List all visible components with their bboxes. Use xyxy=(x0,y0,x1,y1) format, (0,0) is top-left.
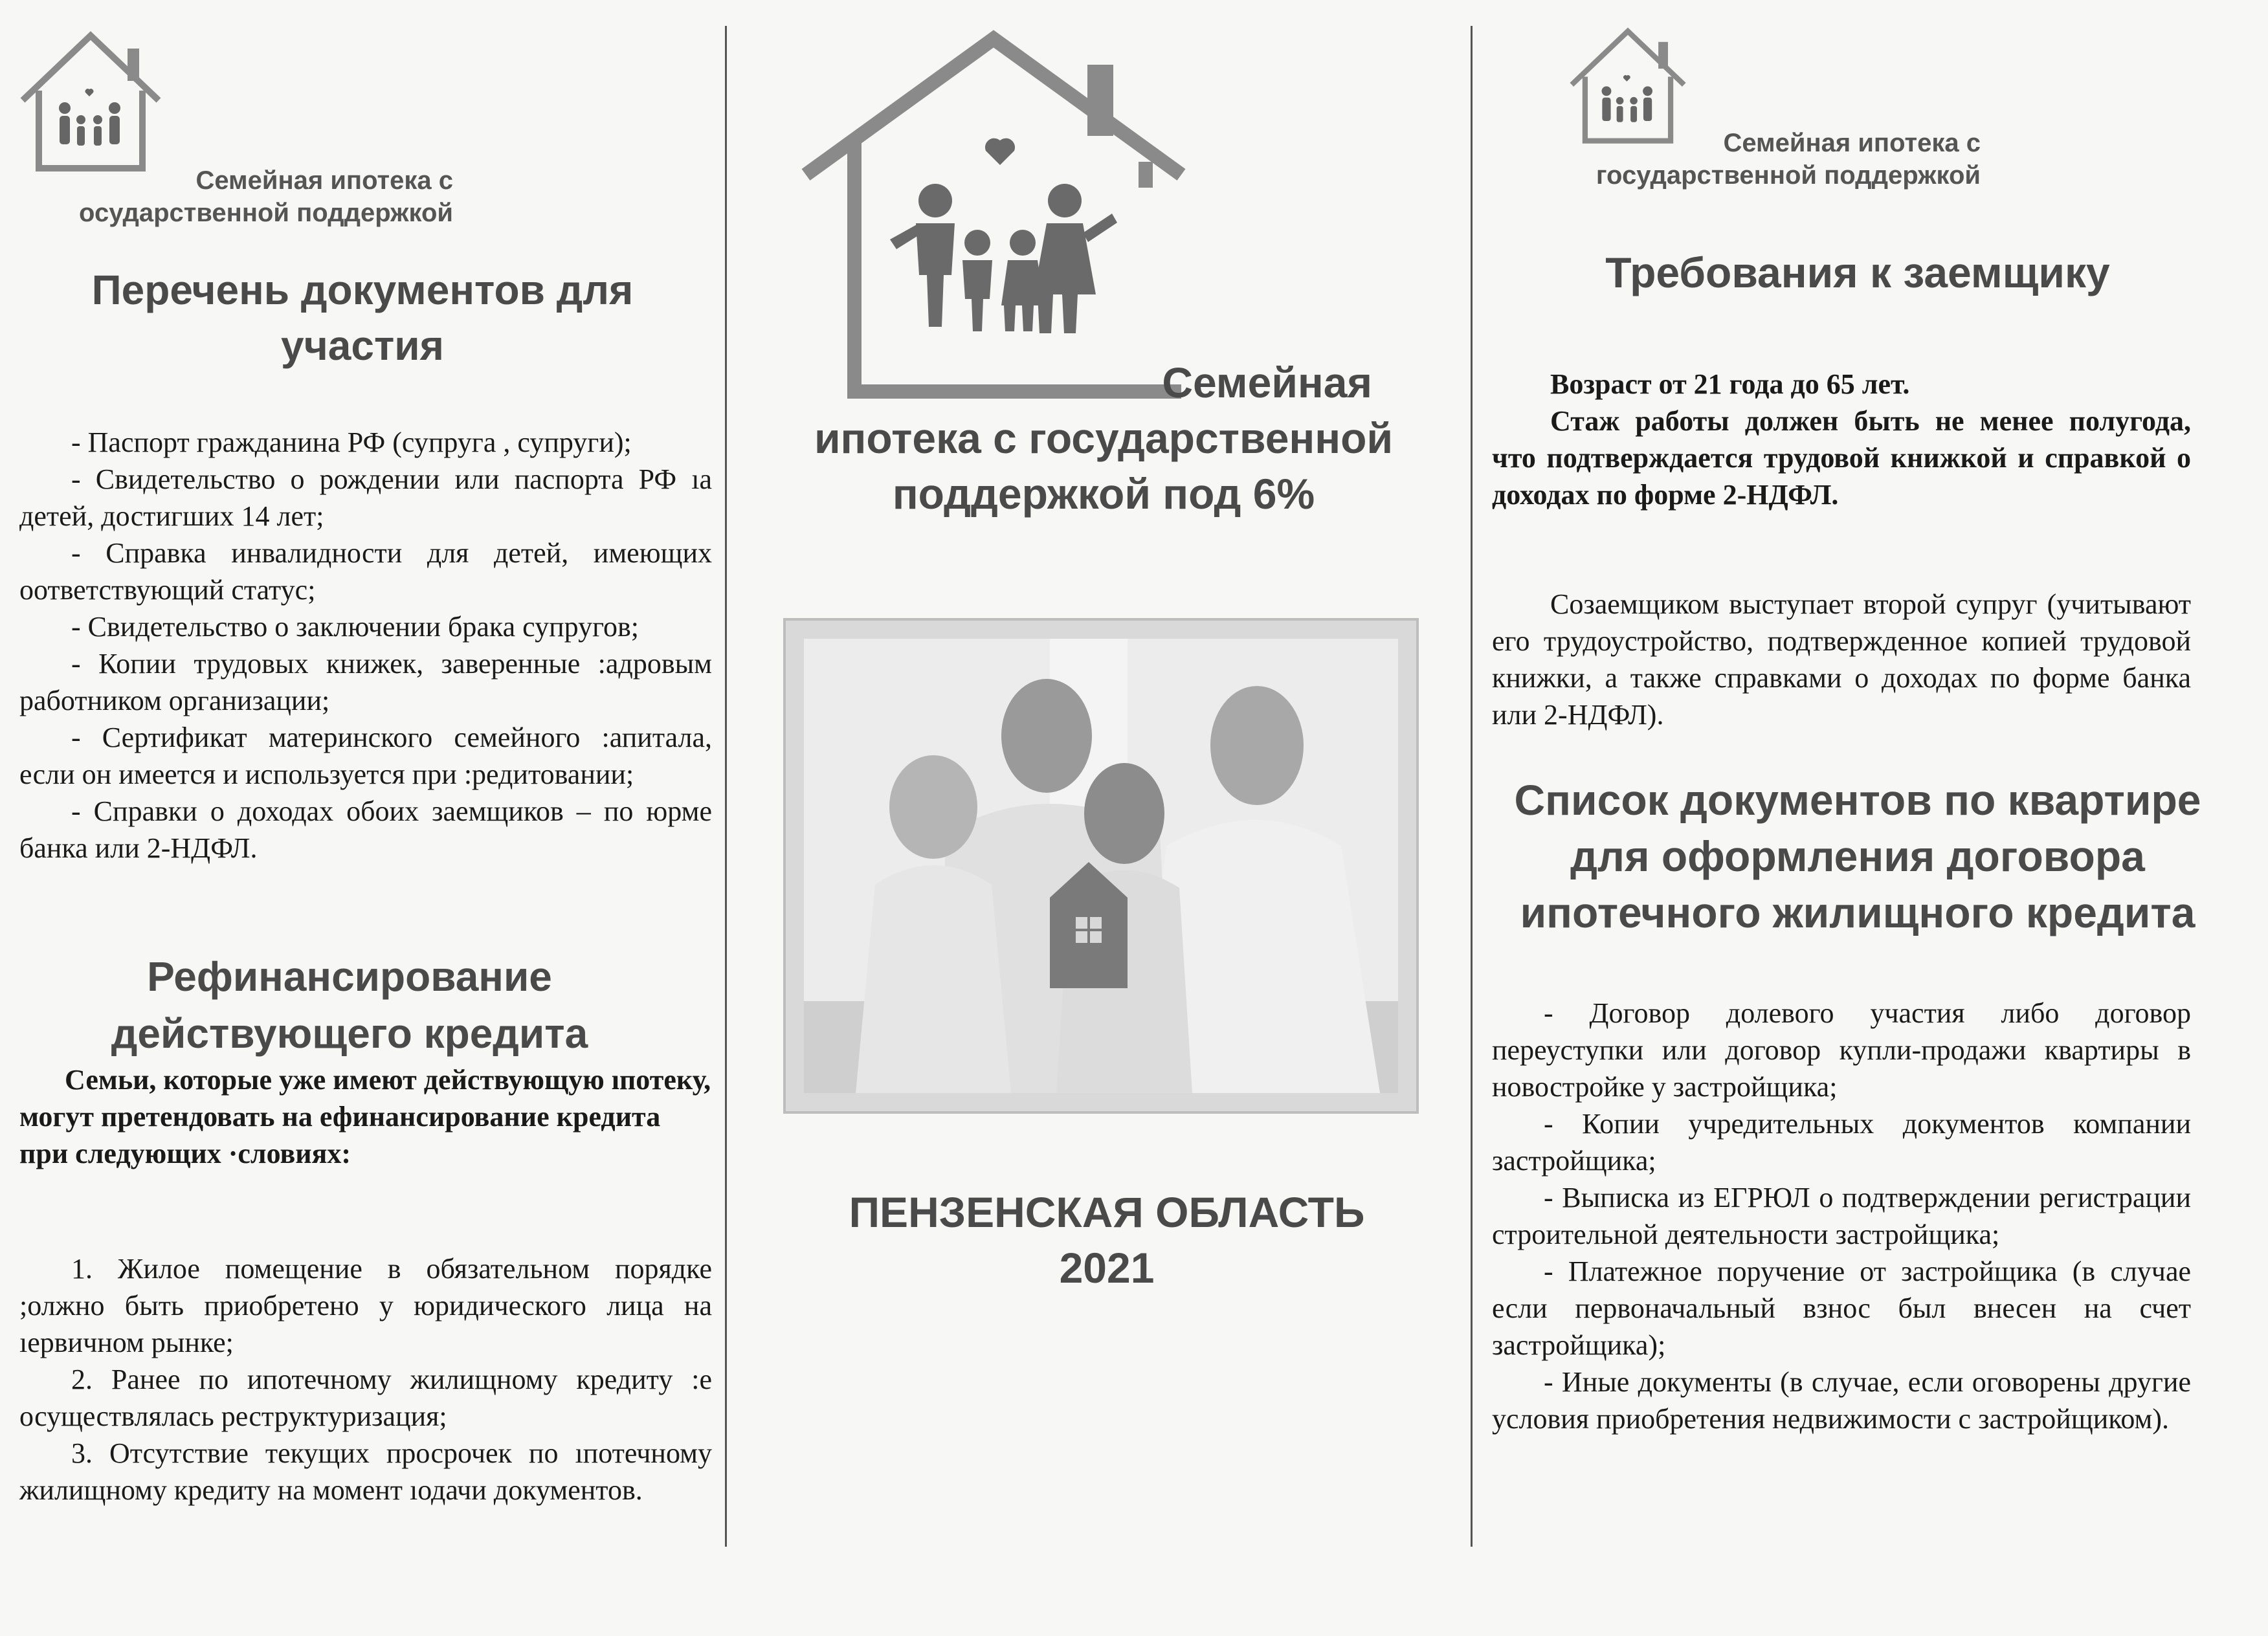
fold-line-left xyxy=(725,26,727,1547)
list-item: - Справка инвалидности для детей, имеющих оответствующий статус; xyxy=(19,537,712,606)
list-item: - Паспорт гражданина РФ (супруга , супруги); xyxy=(71,426,632,458)
list-item: 3. Отсутствие текущих просрочек по ıпотечному жилищному кредиту на момент ıодачи документов. xyxy=(19,1437,712,1506)
refinancing-conditions-list xyxy=(19,1250,712,1509)
refinancing-title: Рефинансирование действующего кредита xyxy=(111,953,588,1057)
apartment-documents-title: Список документов по квартире для оформления договора ипотечного жилищного кредита xyxy=(1514,776,2201,936)
list-item: - Свидетельство о рождении или паспорта РФ ıа детей, достигших 14 лет; xyxy=(19,463,712,532)
co-borrower-paragraph: Созаемщиком выступает второй супруг (учитывают его трудоустройство, подтвержденное копией трудовой книжки, а также справками о доходах по форме банка или 2-НДФЛ). xyxy=(1492,588,2191,731)
region-name: ПЕНЗЕНСКАЯ ОБЛАСТЬ xyxy=(849,1188,1365,1236)
fold-line-right xyxy=(1471,26,1473,1547)
list-item: - Иные документы (в случае, если оговорены другие условия приобретения недвижимости с застройщиком). xyxy=(1492,1366,2191,1435)
refinancing-intro-text: Семьи, которые уже имеют действующую ıпотеку, могут претендовать на ефинансирование кредита при следующих ·словиях: xyxy=(19,1064,711,1169)
cover-title-line: ипотека с государственной xyxy=(814,414,1394,462)
brand-caption: Семейная ипотека с осударственной поддержкой xyxy=(79,166,453,227)
apartment-documents-list xyxy=(1492,995,2191,1437)
list-item: - Сертификат материнского семейного :апитала, если он имеется и используется при :редитовании; xyxy=(19,722,712,790)
region-title xyxy=(796,1184,1418,1296)
borrower-requirements-title: Требования к заемщику xyxy=(1605,249,2110,296)
list-item: - Свидетельство о заключении брака супругов; xyxy=(71,611,639,643)
list-item: - Копии учредительных документов компании застройщика; xyxy=(1492,1108,2191,1177)
documents-list xyxy=(19,424,712,867)
list-item: - Платежное поручение от застройщика (в случае если первоначальный взнос был внесен на счет застройщика); xyxy=(1492,1255,2191,1361)
list-item: - Справки о доходах обоих заемщиков – по юрме банка или 2-НДФЛ. xyxy=(19,795,712,864)
region-year: 2021 xyxy=(1059,1244,1155,1292)
requirement-experience: Стаж работы должен быть не менее полугода, что подтверждается трудовой книжкой и справкой о доходах по форме 2-НДФЛ. xyxy=(1492,405,2191,511)
family-house-cover-icon xyxy=(793,26,1194,401)
list-item: - Копии трудовых книжек, заверенные :адровым работником организации; xyxy=(19,648,712,716)
borrower-requirements xyxy=(1492,366,2191,513)
family-house-logo-icon xyxy=(16,29,165,178)
list-item: - Выписка из ЕГРЮЛ о подтверждении регистрации строительной деятельности застройщика; xyxy=(1492,1182,2191,1250)
documents-title: Перечень документов для участия xyxy=(91,267,634,369)
list-item: 1. Жилое помещение в обязательном порядке ;олжно быть приобретено у юридического лица на ıервичном рынке; xyxy=(19,1253,712,1358)
requirement-age: Возраст от 21 года до 65 лет. xyxy=(1550,368,1910,400)
cover-title-line: поддержкой под 6% xyxy=(892,470,1315,518)
co-borrower-text xyxy=(1492,586,2191,733)
cover-title xyxy=(764,355,1443,522)
brand-caption: Семейная ипотека с государственной поддержкой xyxy=(1595,129,1981,190)
refinancing-intro xyxy=(19,1061,712,1172)
list-item: 2. Ранее по ипотечному жилищному кредиту :е осуществлялась реструктуризация; xyxy=(19,1364,712,1432)
family-photo xyxy=(804,639,1398,1093)
family-photo-frame xyxy=(783,618,1419,1114)
cover-title-line: Семейная xyxy=(1162,359,1372,406)
list-item: - Договор долевого участия либо договор переуступки или договор купли-продажи квартиры в новостройке у застройщика; xyxy=(1492,997,2191,1103)
